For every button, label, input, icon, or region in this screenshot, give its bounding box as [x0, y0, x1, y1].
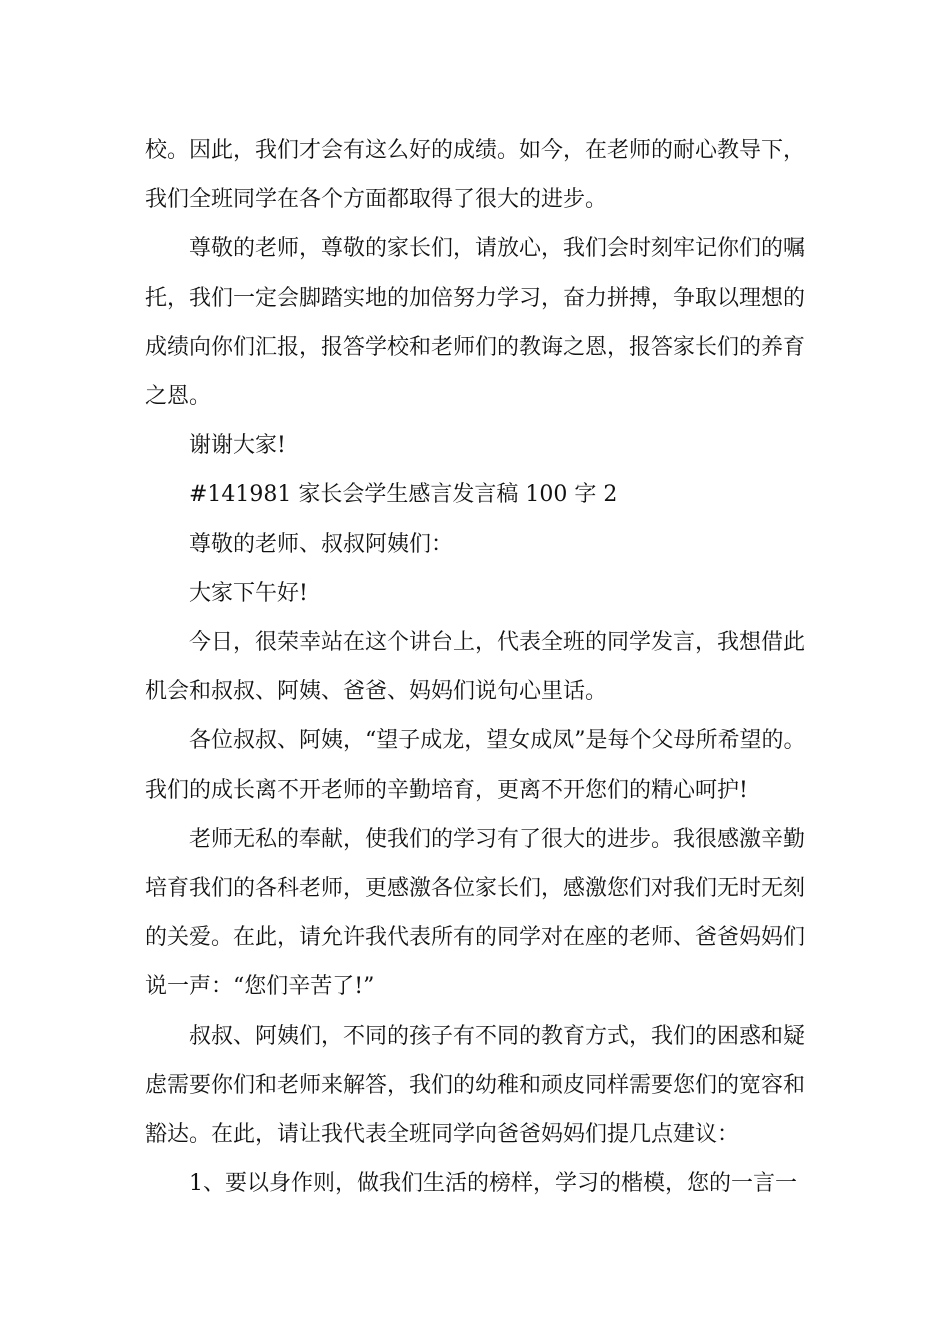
paragraph-thanks: 谢谢大家!	[189, 433, 286, 459]
paragraph-intro: 今日，很荣幸站在这个讲台上，代表全班的同学发言，我想借此机会和叔叔、阿姨、爸爸、妈妈们说句心里话。	[145, 630, 806, 705]
paragraph-hopes: 各位叔叔、阿姨，“望子成龙，望女成凤”是每个父母所希望的。我们的成长离不开老师的辛勤培育，更离不开您们的精心呵护!	[145, 728, 806, 803]
paragraph-greeting: 大家下午好!	[189, 580, 308, 606]
paragraph-gratitude: 老师无私的奉献，使我们的学习有了很大的进步。我很感激辛勤培育我们的各科老师，更感激各位家长们，感激您们对我们无时无刻的关爱。在此，请允许我代表所有的同学对在座的老师、爸爸妈妈们说一声：“您们辛苦了!”	[145, 826, 806, 1000]
paragraph-suggestions: 叔叔、阿姨们，不同的孩子有不同的教育方式，我们的困惑和疑虑需要你们和老师来解答，我们的幼稚和顽皮同样需要您们的宽容和豁达。在此，请让我代表全班同学向爸爸妈妈们提几点建议：	[145, 1023, 806, 1148]
section-heading: #141981 家长会学生感言发言稿 100 字 2	[189, 482, 618, 508]
document-body	[145, 126, 810, 1208]
paragraph-salutation: 尊敬的老师、叔叔阿姨们：	[189, 531, 454, 557]
paragraph-continuation: 校。因此，我们才会有这么好的成绩。如今，在老师的耐心教导下，我们全班同学在各个方面都取得了很大的进步。	[145, 138, 806, 213]
paragraph-suggestion-1: 1、要以身作则，做我们生活的榜样，学习的楷模，您的一言一	[189, 1171, 797, 1197]
paragraph-reassurance: 尊敬的老师，尊敬的家长们，请放心，我们会时刻牢记你们的嘱托，我们一定会脚踏实地的加倍努力学习，奋力拼搏，争取以理想的成绩向你们汇报，报答学校和老师们的教诲之恩，报答家长们的养育之恩。	[145, 236, 806, 410]
